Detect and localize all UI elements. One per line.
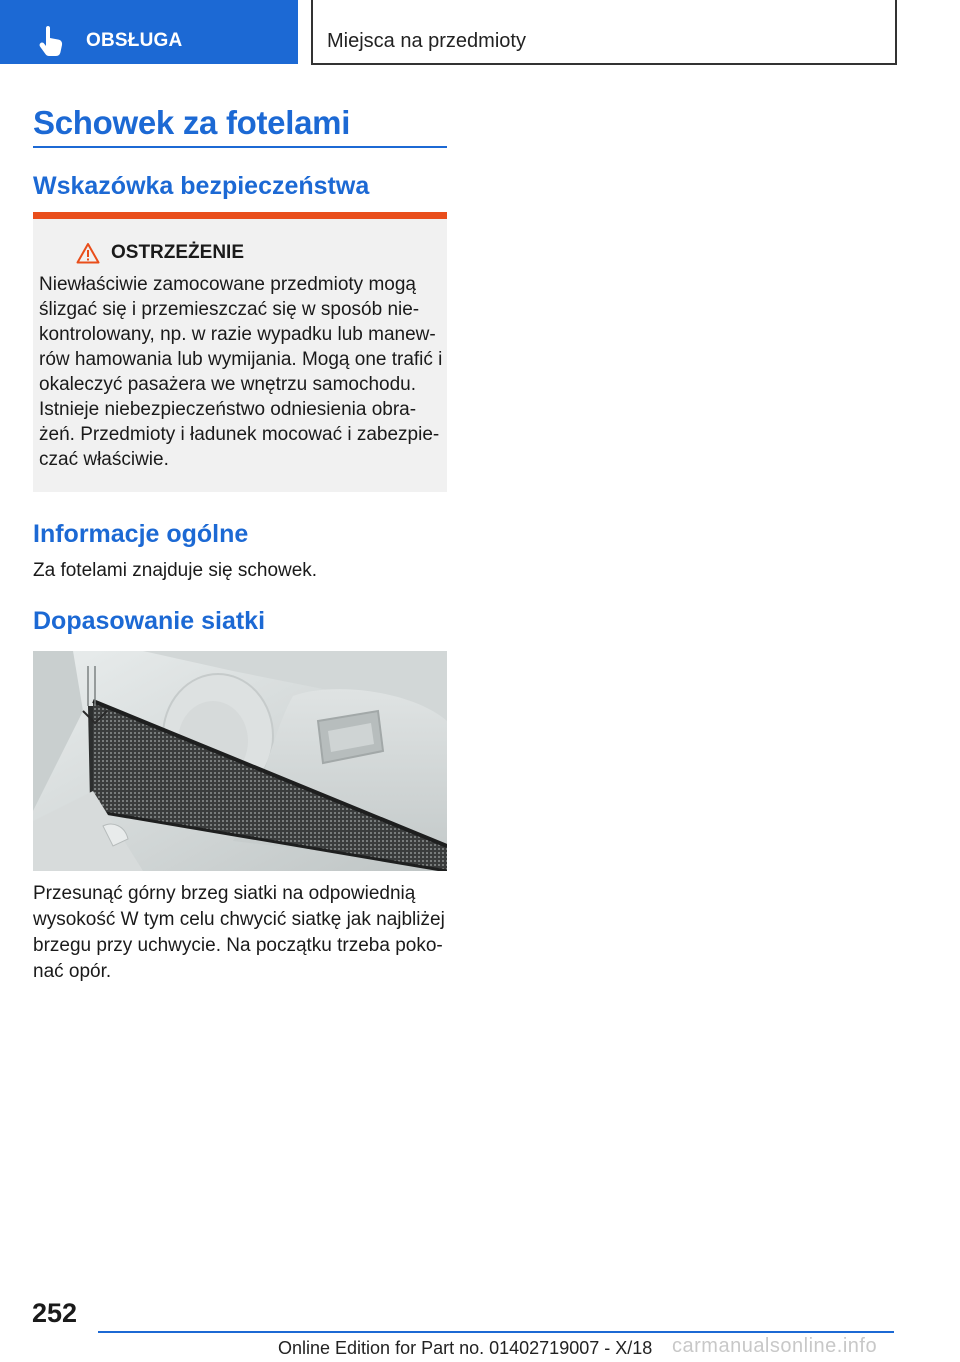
footer-rule [98, 1331, 894, 1333]
header-tab [0, 0, 298, 64]
warning-line: Niewłaściwie zamocowane przedmioty mogą [39, 274, 416, 295]
page-number: 252 [32, 1298, 78, 1328]
luggage-net-illustration [33, 651, 447, 871]
warning-title: OSTRZEŻENIE [111, 242, 245, 263]
warning-triangle-icon [76, 242, 100, 264]
warning-box [33, 212, 447, 492]
net-line: nać opór. [33, 961, 112, 982]
section-header [311, 0, 897, 65]
title-underline [33, 146, 447, 148]
net-line: Przesunąć górny brzeg siatki na odpowiednią [33, 883, 416, 904]
safety-heading: Wskazówka bezpieczeństwa [33, 172, 370, 200]
warning-line: kontrolowany, np. w razie wypadku lub manew- [39, 324, 436, 345]
warning-text [39, 272, 445, 472]
warning-line: okaleczyć pasażera we wnętrzu samochodu. [39, 374, 417, 395]
warning-line: czać właściwie. [39, 449, 169, 470]
page-title: Schowek za fotelami [33, 104, 351, 141]
net-line: brzegu przy uchwycie. Na początku trzeba poko- [33, 935, 443, 956]
pointing-hand-icon [38, 26, 64, 56]
warning-line: Istnieje niebezpieczeństwo odniesienia obra- [39, 399, 417, 420]
general-text: Za fotelami znajduje się schowek. [33, 560, 318, 581]
footer-edition: Online Edition for Part no. 01402719007 - X/18 [278, 1338, 653, 1358]
warning-line: rów hamowania lub wymijania. Mogą one trafić i [39, 349, 443, 370]
warning-bar [33, 212, 447, 219]
section-title: Miejsca na przedmioty [327, 30, 526, 52]
tab-label: OBSŁUGA [86, 30, 183, 51]
warning-line: żeń. Przedmioty i ładunek mocować i zabezpie- [39, 424, 440, 445]
luggage-net-photo [33, 651, 447, 871]
watermark: carmanualsonline.info [672, 1335, 878, 1357]
warning-line: ślizgać się i przemieszczać się w sposób nie- [39, 299, 420, 320]
net-heading: Dopasowanie siatki [33, 607, 266, 635]
net-instructions [33, 881, 449, 985]
net-line: wysokość W tym celu chwycić siatkę jak najbliżej [33, 909, 445, 930]
general-heading: Informacje ogólne [33, 520, 249, 548]
